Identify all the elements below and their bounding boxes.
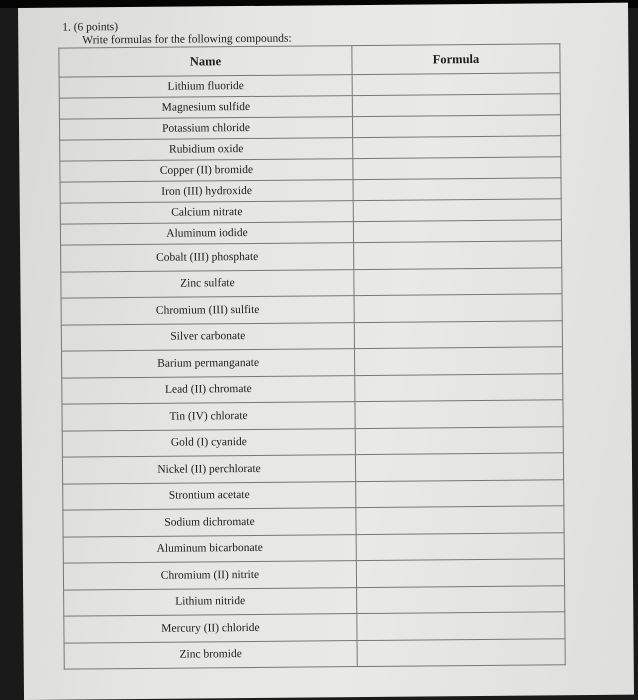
compound-name-cell: Magnesium sulfide (59, 96, 352, 120)
formula-answer-cell[interactable] (353, 178, 561, 201)
formula-answer-cell[interactable] (353, 157, 561, 180)
compound-name-cell: Copper (II) bromide (60, 159, 353, 183)
compound-name-cell: Silver carbonate (61, 322, 354, 351)
formula-answer-cell[interactable] (352, 115, 560, 138)
table-row (64, 638, 565, 669)
formula-answer-cell[interactable] (356, 506, 564, 534)
worksheet-page (18, 3, 634, 700)
formula-answer-cell[interactable] (356, 559, 564, 587)
compound-name-cell: Lead (II) chromate (62, 375, 355, 404)
compound-name-cell: Gold (I) cyanide (62, 428, 355, 457)
formula-answer-cell[interactable] (355, 400, 563, 428)
compound-name-cell: Potassium chloride (59, 117, 352, 141)
formula-answer-cell[interactable] (354, 267, 562, 295)
formula-answer-cell[interactable] (354, 241, 562, 269)
compound-name-cell: Chromium (II) nitrite (63, 561, 356, 590)
formula-answer-cell[interactable] (355, 426, 563, 454)
compound-name-cell: Zinc bromide (64, 640, 357, 669)
formula-answer-cell[interactable] (353, 199, 561, 222)
compound-name-cell: Tin (IV) chlorate (62, 402, 355, 431)
compound-name-cell: Lithium fluoride (59, 75, 352, 99)
question-number: 1. (6 points) (62, 21, 119, 34)
formula-answer-cell[interactable] (355, 373, 563, 401)
compound-name-cell: Cobalt (III) phosphate (61, 243, 354, 272)
formula-answer-cell[interactable] (354, 347, 562, 375)
compound-name-cell: Iron (III) hydroxide (60, 180, 353, 204)
table-header-row (59, 44, 560, 77)
question-header (62, 20, 292, 48)
compound-name-cell: Rubidium oxide (60, 138, 353, 162)
compound-name-cell: Strontium acetate (63, 481, 356, 510)
formula-answer-cell[interactable] (357, 585, 565, 613)
compound-name-cell: Lithium nitride (64, 587, 357, 616)
compound-name-cell: Nickel (II) perchlorate (62, 455, 355, 484)
formula-answer-cell[interactable] (356, 532, 564, 560)
formula-answer-cell[interactable] (352, 94, 560, 117)
compound-name-cell: Aluminum iodide (60, 222, 353, 246)
compound-name-cell: Sodium dichromate (63, 508, 356, 537)
formula-answer-cell[interactable] (354, 294, 562, 322)
formula-column-header: Formula (352, 44, 560, 75)
formula-answer-cell[interactable] (352, 73, 560, 96)
compound-name-cell: Aluminum bicarbonate (63, 534, 356, 563)
formula-answer-cell[interactable] (353, 136, 561, 159)
compound-name-cell: Mercury (II) chloride (64, 614, 357, 643)
formula-answer-cell[interactable] (355, 453, 563, 481)
compound-name-cell: Calcium nitrate (60, 201, 353, 225)
question-instruction: Write formulas for the following compounds: (82, 32, 292, 47)
compound-name-cell: Barium permanganate (61, 349, 354, 378)
compound-name-cell: Zinc sulfate (61, 269, 354, 298)
compound-formula-table (58, 43, 565, 669)
formula-answer-cell[interactable] (357, 638, 565, 666)
formula-answer-cell[interactable] (357, 612, 565, 640)
compound-name-cell: Chromium (III) sulfite (61, 296, 354, 325)
formula-answer-cell[interactable] (356, 479, 564, 507)
formula-answer-cell[interactable] (354, 320, 562, 348)
formula-answer-cell[interactable] (353, 220, 561, 243)
name-column-header: Name (59, 46, 352, 78)
